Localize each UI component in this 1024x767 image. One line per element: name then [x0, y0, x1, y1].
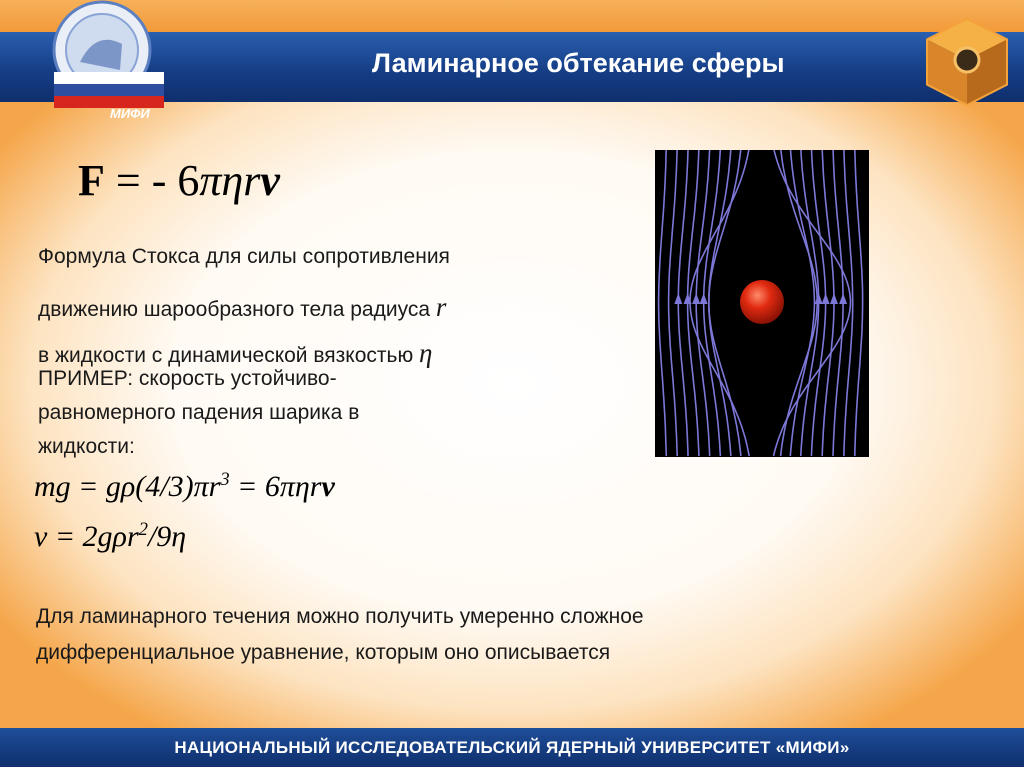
- equation-velocity-right: /9η: [147, 520, 187, 553]
- formula-velocity: v: [260, 156, 280, 205]
- svg-text:МИФИ: МИФИ: [110, 106, 150, 120]
- streamline-diagram: [655, 150, 869, 457]
- equation-balance-velocity: v: [321, 470, 335, 503]
- conclusion-line-2: дифференциальное уравнение, которым оно описывается: [36, 641, 611, 664]
- formula-equals: = - 6: [104, 156, 200, 205]
- equation-velocity: [34, 520, 186, 554]
- description-line-3: [38, 338, 432, 369]
- formula-pi-eta: πη: [199, 156, 244, 205]
- equation-balance-exponent: 3: [220, 469, 230, 490]
- sphere: [740, 280, 784, 324]
- cube-logo-icon: [922, 16, 1012, 108]
- radius-symbol: r: [435, 292, 447, 322]
- streamline-figure: [655, 150, 869, 457]
- equation-balance-right: = 6πηr: [229, 470, 322, 503]
- equation-velocity-exponent: 2: [138, 519, 148, 540]
- footer-text: НАЦИОНАЛЬНЫЙ ИССЛЕДОВАТЕЛЬСКИЙ ЯДЕРНЫЙ УНИВЕРСИТЕТ «МИФИ»: [174, 738, 850, 757]
- description-line-2-text: движению шарообразного тела радиуса: [38, 298, 436, 321]
- conclusion-line-1: Для ламинарного течения можно получить умеренно сложное: [36, 605, 644, 628]
- formula-radius: r: [243, 156, 261, 205]
- description-line-1: Формула Стокса для силы сопротивления: [38, 245, 450, 268]
- description-line-2: [38, 292, 446, 323]
- stokes-formula: [78, 155, 280, 206]
- equation-velocity-left: v = 2gρr: [34, 520, 139, 553]
- example-line-1: ПРИМЕР: скорость устойчиво-: [38, 367, 337, 390]
- viscosity-symbol: η: [419, 338, 433, 368]
- equation-balance-left: mg = gρ(4/3)πr: [34, 470, 221, 503]
- example-line-2: равномерного падения шарика в: [38, 401, 360, 424]
- description-line-3-text: в жидкости с динамической вязкостью: [38, 344, 420, 367]
- example-line-3: жидкости:: [38, 435, 135, 458]
- equation-balance: [34, 470, 335, 504]
- university-seal-icon: [36, 0, 166, 120]
- page-title: Ламинарное обтекание сферы: [372, 48, 785, 78]
- formula-force: F: [78, 156, 105, 205]
